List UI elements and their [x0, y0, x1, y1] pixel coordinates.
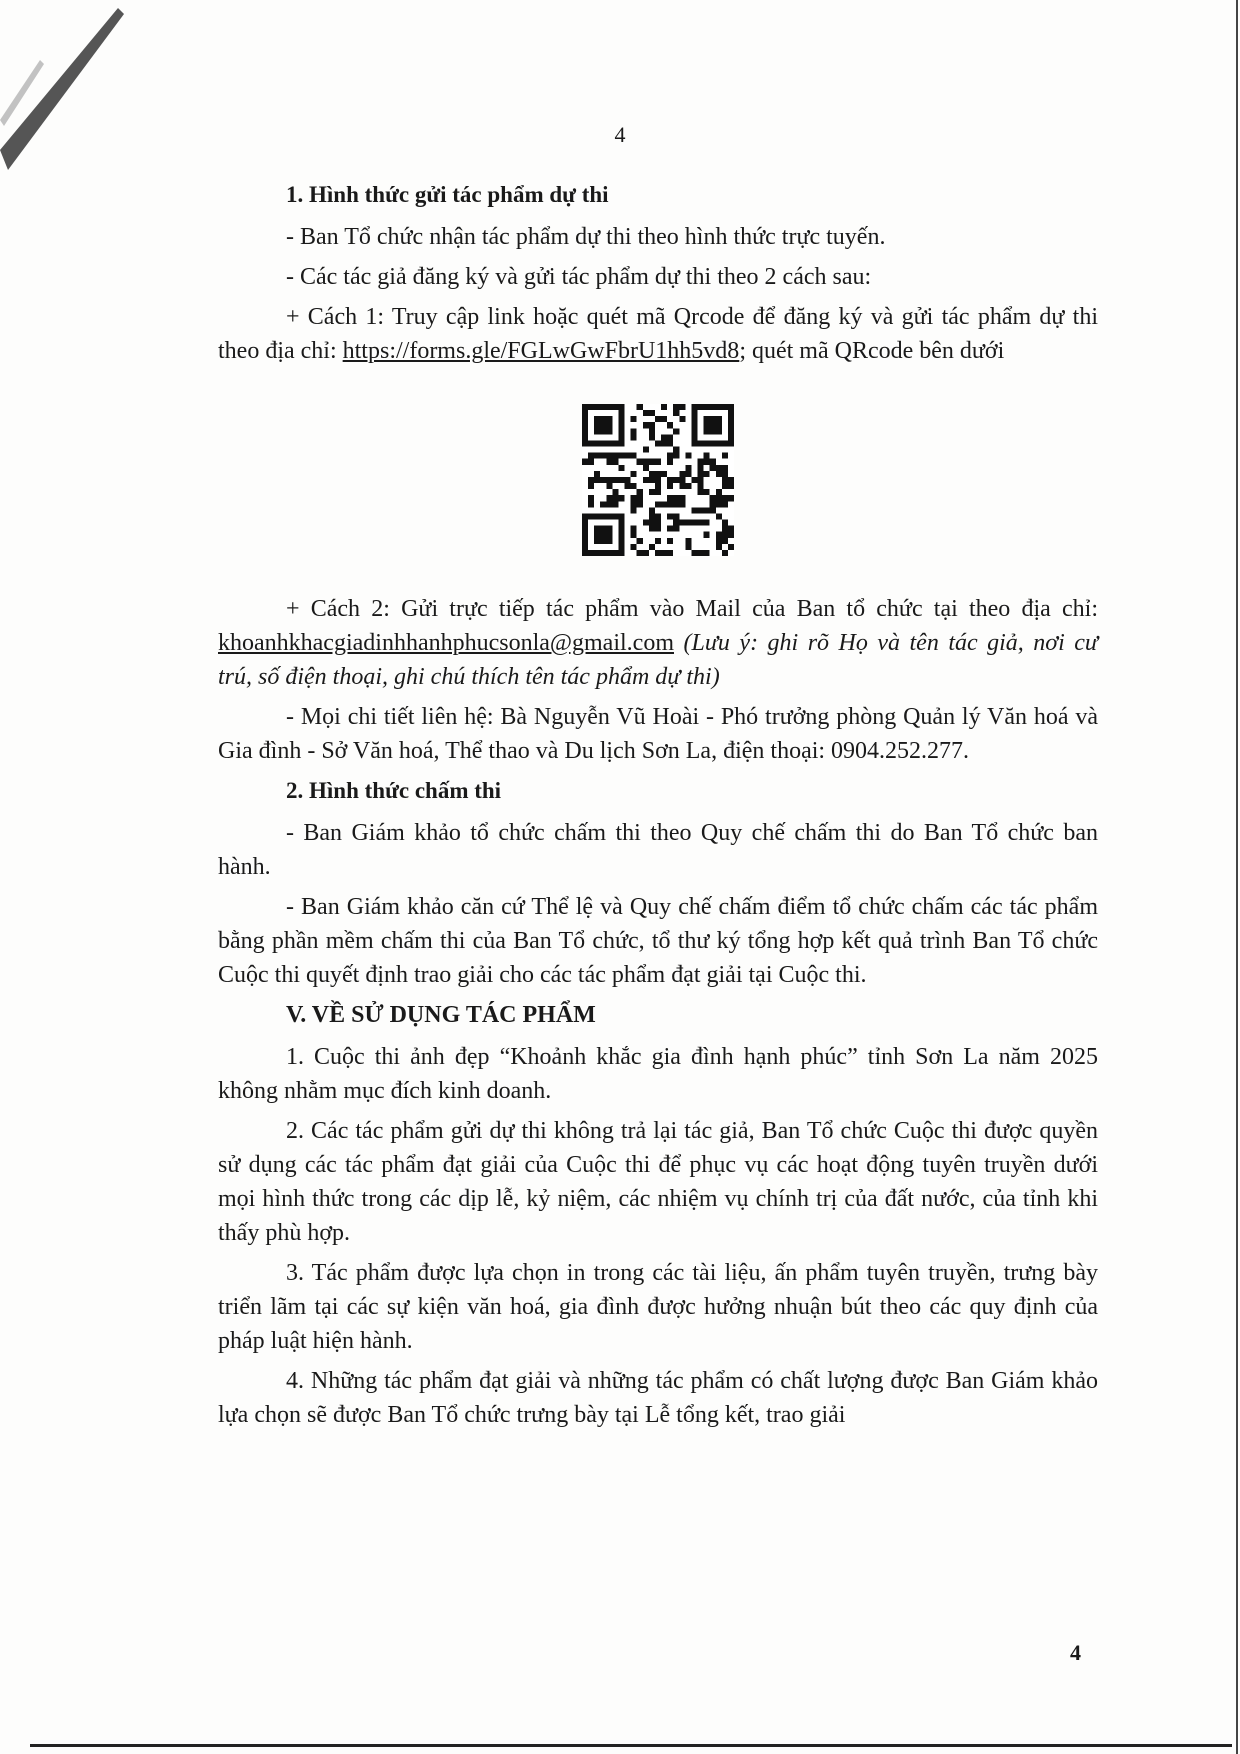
scan-corner-mark [0, 0, 130, 180]
method1-paragraph [218, 300, 1098, 368]
section1-line2: - Các tác giả đăng ký và gửi tác phẩm dự thi theo 2 cách sau: [286, 264, 872, 290]
section2-line2: - Ban Giám khảo căn cứ Thể lệ và Quy chế chấm điểm tổ chức chấm các tác phẩm bằng phần mềm chấm thi của Ban Tổ chức, tổ thư ký tổng hợp kết quả trình Ban Tổ chức Cuộc thi quyết định trao giải cho các tác phẩm đạt giải tại Cuộc thi. [218, 894, 1098, 988]
section2-heading: 2. Hình thức chấm thi [286, 778, 502, 803]
section1-heading: 1. Hình thức gửi tác phẩm dự thi [286, 182, 609, 207]
method1-suffix: ; quét mã QRcode bên dưới [739, 338, 1005, 364]
qr-code[interactable] [582, 404, 734, 556]
method2-paragraph [218, 592, 1098, 694]
method2-note: (Lưu ý: ghi rõ Họ và tên tác giả, nơi cư trú, số điện thoại, ghi chú thích tên tác phẩm dự thi) [218, 630, 1098, 690]
section1-line1: - Ban Tổ chức nhận tác phẩm dự thi theo hình thức trực tuyến. [286, 224, 886, 250]
method2-prefix: + Cách 2: Gửi trực tiếp tác phẩm vào Mail của Ban tổ chức tại theo địa chỉ: [286, 596, 1098, 622]
page-number-bottom: 4 [1070, 1640, 1081, 1665]
section5-item-3: 3. Tác phẩm được lựa chọn in trong các tài liệu, ấn phẩm tuyên truyền, trưng bày triển lãm tại các sự kiện văn hoá, gia đình được hưởng nhuận bút theo các quy định của pháp luật hiện hành. [218, 1260, 1098, 1354]
section5-item-1: 1. Cuộc thi ảnh đẹp “Khoảnh khắc gia đình hạnh phúc” tỉnh Sơn La năm 2025 không nhằm mục đích kinh doanh. [218, 1044, 1098, 1104]
section5-heading: V. VỀ SỬ DỤNG TÁC PHẨM [286, 1002, 596, 1028]
section5-item-4: 4. Những tác phẩm đạt giải và những tác phẩm có chất lượng được Ban Giám khảo lựa chọn sẽ được Ban Tổ chức trưng bày tại Lễ tổng kết, trao giải [218, 1368, 1098, 1428]
form-link[interactable]: https://forms.gle/FGLwGwFbrU1hh5vd8 [342, 338, 740, 364]
section2-line1: - Ban Giám khảo tổ chức chấm thi theo Quy chế chấm thi do Ban Tổ chức ban hành. [218, 820, 1098, 880]
page-right-border [1236, 0, 1238, 1754]
page-bottom-border [30, 1744, 1232, 1747]
qr-code-container [218, 404, 1098, 556]
section5-item-2: 2. Các tác phẩm gửi dự thi không trả lại tác giả, Ban Tổ chức Cuộc thi được quyền sử dụng các tác phẩm đạt giải của Cuộc thi để phục vụ các hoạt động tuyên truyền dưới mọi hình thức trong các dịp lễ, kỷ niệm, các nhiệm vụ chính trị của đất nước, của tỉnh khi thấy phù hợp. [218, 1118, 1098, 1246]
contact-email-link[interactable]: khoanhkhacgiadinhhanhphucsonla@gmail.com [218, 630, 674, 656]
document-body [218, 178, 1098, 1438]
page-number-top: 4 [614, 122, 626, 147]
contact-info: - Mọi chi tiết liên hệ: Bà Nguyễn Vũ Hoài - Phó trưởng phòng Quản lý Văn hoá và Gia đình - Sở Văn hoá, Thể thao và Du lịch Sơn La, điện thoại: 0904.252.277. [218, 704, 1098, 764]
method1-prefix: + Cách 1: Truy cập link hoặc quét mã Qrcode để đăng ký và gửi tác phẩm dự thi theo địa chỉ: [218, 304, 1098, 364]
